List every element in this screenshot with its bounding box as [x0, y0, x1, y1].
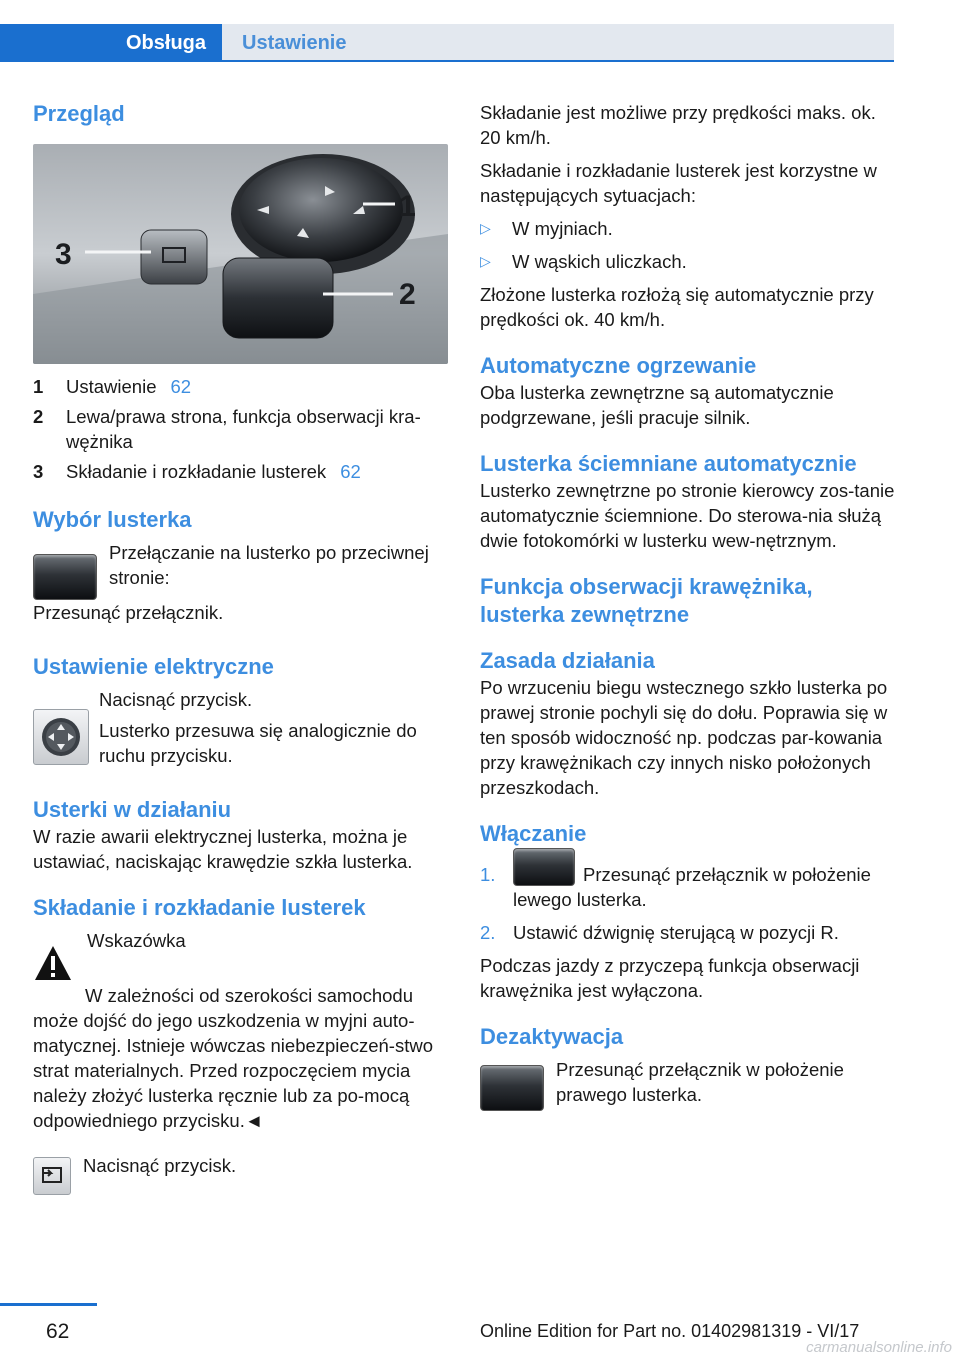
step-number: 1.	[480, 864, 496, 885]
footer-divider	[0, 1303, 97, 1306]
principle-text: Po wrzuceniu biegu wstecznego szkło lusterka po prawej stronie pochyli się do dołu. Poprawia się w ten sposób widoczność np. podczas par-kowania przy krawężnikach czy innych nisko położonych przeszkodach.	[480, 677, 888, 798]
select-text: Przełączanie na lusterko po przeciwnej stronie:	[109, 542, 429, 588]
tab-bar	[0, 0, 960, 62]
fold-action: Nacisnąć przycisk.	[83, 1155, 237, 1176]
electric-text-1: Nacisnąć przycisk.	[99, 689, 253, 710]
situation-list	[480, 216, 896, 274]
legend-text: Składanie i rozkładanie lusterek	[66, 461, 327, 482]
tab-ustawienie[interactable]: Ustawienie	[222, 24, 894, 62]
legend-text: Lewa/prawa strona, funkcja obserwacji kra-wężnika	[66, 406, 421, 452]
mirror-switch-icon	[513, 848, 575, 886]
note-title: Wskazówka	[87, 930, 186, 951]
disable-block	[480, 1057, 896, 1113]
legend-item	[33, 404, 448, 454]
note-text: W zależności od szerokości samochodu może dojść do jego uszkodzenia w myjni auto-matycznej. Istnieje wówczas niebezpieczeń-stwo strat materialnych. Przed rozpoczęciem mycia należy złożyć lusterka ręcznie lub za po-mocą odpowiedniego przycisku.◄	[33, 985, 433, 1131]
figure-label-3: 3	[55, 238, 72, 271]
mirror-switch-icon	[33, 554, 97, 600]
bullet-triangle-icon: ▷	[480, 220, 491, 236]
enable-heading: Włączanie	[480, 821, 587, 846]
page-ref-link[interactable]: 62	[340, 461, 361, 482]
tab-divider	[0, 60, 894, 62]
step-text: Ustawić dźwignię sterującą w pozycji R.	[513, 922, 839, 943]
mirror-control-figure	[33, 144, 448, 364]
legend-number: 3	[33, 461, 44, 482]
fault-heading: Usterki w działaniu	[33, 797, 232, 822]
step-text: Przesunąć przełącznik w położenie lewego lusterka.	[513, 864, 871, 910]
figure-legend	[33, 374, 448, 484]
fold-useful-text: Składanie i rozkładanie lusterek jest korzystne w następujących sytuacjach:	[480, 160, 877, 206]
list-item-text: W wąskich uliczkach.	[512, 251, 687, 272]
page-ref-link[interactable]: 62	[170, 376, 192, 397]
warning-icon	[33, 944, 73, 987]
list-item	[480, 862, 896, 912]
figure-label-2: 2	[399, 278, 416, 311]
legend-text: Ustawienie	[66, 376, 157, 397]
footer-edition: Online Edition for Part no. 01402981319 - VI/17	[480, 1321, 860, 1341]
trailer-text: Podczas jazdy z przyczepą funkcja obserwacji krawężnika jest wyłączona.	[480, 955, 860, 1001]
heating-heading: Automatyczne ogrzewanie	[480, 353, 757, 378]
tab-obsluga[interactable]: Obsługa	[0, 24, 222, 62]
electric-text-2: Lusterko przesuwa się analogicznie do ruchu przycisku.	[99, 720, 417, 766]
fold-button-icon	[33, 1157, 71, 1195]
list-item	[480, 920, 896, 945]
select-block	[33, 540, 448, 600]
mirror-control-illustration	[33, 144, 448, 364]
right-column	[480, 100, 896, 1113]
dimming-text: Lusterko zewnętrzne po stronie kierowcy zos-tanie automatycznie ściemnione. Do sterowa-nia służą dwie fotokomórki w lusterku wew-nętrznym.	[480, 480, 895, 551]
fold-action-block	[33, 1153, 448, 1195]
note-block	[33, 928, 448, 987]
disable-heading: Dezaktywacja	[480, 1024, 624, 1049]
principle-heading: Zasada działania	[480, 648, 655, 673]
left-column	[33, 100, 448, 1195]
page-number: 62	[46, 1320, 70, 1343]
heating-text: Oba lusterka zewnętrzne są automatycznie podgrzewane, jeśli pracuje silnik.	[480, 382, 834, 428]
fault-text: W razie awarii elektrycznej lusterka, można je ustawiać, naciskając krawędzie szkła lusterka.	[33, 826, 413, 872]
list-item	[480, 249, 896, 274]
direction-pad-icon	[33, 709, 89, 765]
bullet-triangle-icon: ▷	[480, 253, 491, 269]
enable-steps	[480, 862, 896, 945]
legend-number: 2	[33, 406, 44, 427]
curb-heading: Funkcja obserwacji krawężnika, lusterka zewnętrzne	[480, 574, 813, 627]
watermark: carmanualsonline.info	[806, 1339, 952, 1356]
overview-heading: Przegląd	[33, 101, 125, 126]
list-item	[480, 216, 896, 241]
step-number: 2.	[480, 922, 496, 943]
legend-item	[33, 374, 448, 399]
select-action: Przesunąć przełącznik.	[33, 602, 224, 623]
figure-label-1: 1	[399, 190, 416, 223]
electric-block	[33, 687, 448, 774]
legend-number: 1	[33, 376, 44, 397]
disable-text: Przesunąć przełącznik w położenie prawego lusterka.	[556, 1059, 844, 1105]
select-heading: Wybór lusterka	[33, 507, 192, 532]
fold-speed-text: Składanie jest możliwe przy prędkości maks. ok. 20 km/h.	[480, 102, 876, 148]
dimming-heading: Lusterka ściemniane automatycznie	[480, 451, 857, 476]
electric-heading: Ustawienie elektryczne	[33, 654, 274, 679]
fold-heading: Składanie i rozkładanie lusterek	[33, 895, 366, 920]
auto-unfold-text: Złożone lusterka rozłożą się automatycznie przy prędkości ok. 40 km/h.	[480, 284, 874, 330]
legend-item	[33, 459, 448, 484]
mirror-switch-icon	[480, 1065, 544, 1111]
list-item-text: W myjniach.	[512, 218, 613, 239]
